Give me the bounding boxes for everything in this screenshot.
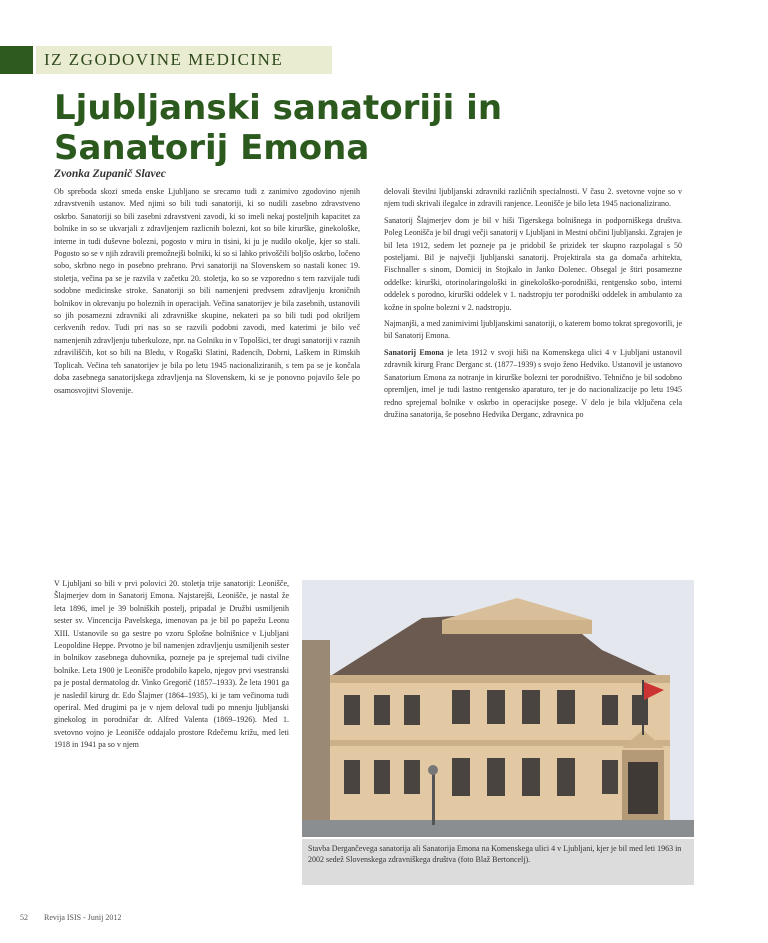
title-line-2: Sanatorij Emona <box>54 128 370 168</box>
section-label: IZ ZGODOVINE MEDICINE <box>36 46 332 74</box>
keyword-sanatorij-emona: Sanatorij Emona <box>384 347 444 357</box>
paragraph-text: je leta 1912 v svoji hiši na Komenskega ulici 4 v Ljubljani ustanovil zdravnik kirurg Franc Derganc st. (1877–1939) s svojo ženo Hedviko. Ustanovil je ustanovo Sanatorium Emona za notranje in kirurške bolezni ter porodništvo. Tehnično je bil sodobno opremljen, imel je tudi lastno rentgensko aparaturo, ter je do nacionalizacije po letu 1945 redno sprejemal bolnike v oskrbo in operacijske posege. V delo je bila vključena cela družina sanatorija, še posebno Hedvika Derganc, zdravnica po <box>384 347 682 419</box>
paragraph: Sanatorij Šlajmerjev dom je bil v hiši Tigerskega bolnišnega in podporniškega društva. Poleg Leonišča je bil drugi večji sanatorij v Ljubljani in Mestni občini ljubljanski. Zgrajen je bil leta 1912, sedem let pozneje pa je pridobil še prizidek ter skupno razpolagal s 50 posteljami. Bil je največji ljubljanski sanatorij. Projektirala sta ga domača arhitekta, Fischnaller s sinom, Domicij in Stojkalo in Janko Dolenec. Obsegal je štiri posamezne oddelke: kirurški, otorinolaringološki in ginekološko-porodniški, rentgensko sobo, interni oddelek s porodno, kirurški oddelek v 1. nadstropju ter porodniški oddelek in ambulanto za kožne in spolne bolezni v 2. nadstropju. <box>384 215 682 312</box>
text-column-2 <box>384 186 682 578</box>
page-footer <box>20 913 121 922</box>
text-column-1 <box>54 186 360 574</box>
article-title <box>54 88 554 168</box>
paragraph-emona <box>384 347 682 421</box>
article-author: Zvonka Zupanič Slavec <box>54 168 166 180</box>
photo-caption: Stavba Dergančevega sanatorija ali Sanatorija Emona na Komenskega ulici 4 v Ljubljani, kjer je bil med leti 1963 in 2002 sedež Slovenskega zdravniškega društva (foto Blaž Bertoncelj). <box>302 839 694 885</box>
section-color-bar <box>0 46 33 74</box>
building-photo <box>302 580 694 837</box>
paragraph: V Ljubljani so bili v prvi polovici 20. stoletja trije sanatoriji: Leonišče, Šlajmerjev dom in Sanatorij Emona. Najstarejši, Leonišče, je nastal že leta 1896, imel je 39 bolniških postelj, pripadal je Družbi usmiljenih sester sv. Vincencija Pavelskega, imenovan pa je bil po papežu Leonu XIII. Ustanovile so ga sestre po vzoru Splošne bolnišnice v Ljubljani Leopoldine Heppe. Prvotno je bil namenjen zdravljenju usmiljenih sester in bolnikov zasebnega duhovnika, pozneje pa je sprejemal tudi civilne bolnike. Leta 1900 je Leonišče prodobilo kapelo, njegov prvi vsestranski pa je postal dermatolog dr. Vinko Gregorič (1857–1933). Že leta 1901 ga je nasledil kirurg dr. Edo Šlajmer (1864–1935), ki je tam večinoma tudi operiral. Med drugimi pa je v njem deloval tudi po mnenju ljubljanski ginekolog in porodničar dr. Alfred Valenta (1869–1926). Med 1. svetovno vojno je Leonišče oddajalo prostore Rdečemu križu, med leti 1918 in 1941 pa so v njem <box>54 579 289 750</box>
paragraph: Ob spreboda skozi smeda enske Ljubljano se srecamo tudi z zanimivo zgodovino njenih zdravstvenih ustanov. Med njimi so bili tudi sanatoriji, ki so nudili zasebno zdravstveno oskrbo. Sanatoriji so bili zasebni zdravstveni zavodi, ki so imeli nekaj posteljnih kapacitet za bolnike in so se ukvarjali z zdravljenjem razlicnih bolezni, kot so bile kirurške, ginekološke, interne in tudi duševne bolezni, pogosto v miru in tisini, ki ju je nudilo okolje, kjer so stali. Pogosto so se v njih zdravili premožnejši bolniki, ki so si lahko privoščili boljšo oskrbo, ločeno sobo, skrbno nego in posebno prehrano. Prvi sanatoriji na Slovenskem so nastali konec 19. stoletja, večina pa se je razvila v začetku 20. stoletja, ko so se vzporedno s tem razvijale tudi sodobne medicinske stroke. Sanatoriji so bili namenjeni predvsem zdravljenju kroničnih bolnikov in okrevanju po boleznih in operacijah. Večina sanatorijev je bila zasebnih, ustanovili so jih posamezni zdravniki ali zdravniške skupine, nekateri pa so bili tudi pod okriljem cerkvenih redov. Tudi pri nas so se razvili podobni zavodi, med katerimi je bilo več namenjenih zdravljenju tuberkuloze, npr. na Golniku in v Topolšici, ter drugi sanatoriji v raznih zdraviliščih, kot so bili na Bledu, v Rogaški Slatini, Radencih, Dobrni, Laškem in Rimskih Toplicah. Večina teh sanatorijev je bila po letu 1945 nacionaliziranih, s tem pa se je končala doba zasebnega sanatorijskega zdravljenja na Slovenskem, ki se je ponovno pojavilo šele po osamosvojitvi Slovenije. <box>54 187 360 395</box>
building-illustration <box>302 580 694 837</box>
paragraph: delovali številni ljubljanski zdravniki različnih specialnosti. V času 2. svetovne vojne so v njem tudi skrivali ilegalce in zdravili ranjence. Leonišče je bilo leta 1945 nacionalizirano. <box>384 187 682 209</box>
page-number: 52 <box>20 913 28 922</box>
text-column-3 <box>54 578 289 886</box>
journal-name: Revija ISIS - Junij 2012 <box>44 913 122 922</box>
title-line-1: Ljubljanski sanatoriji in <box>54 88 503 128</box>
paragraph: Najmanjši, a med zanimivimi ljubljanskimi sanatoriji, o katerem bomo tokrat spregovorili, je bil Sanatorij Emona. <box>384 319 682 341</box>
